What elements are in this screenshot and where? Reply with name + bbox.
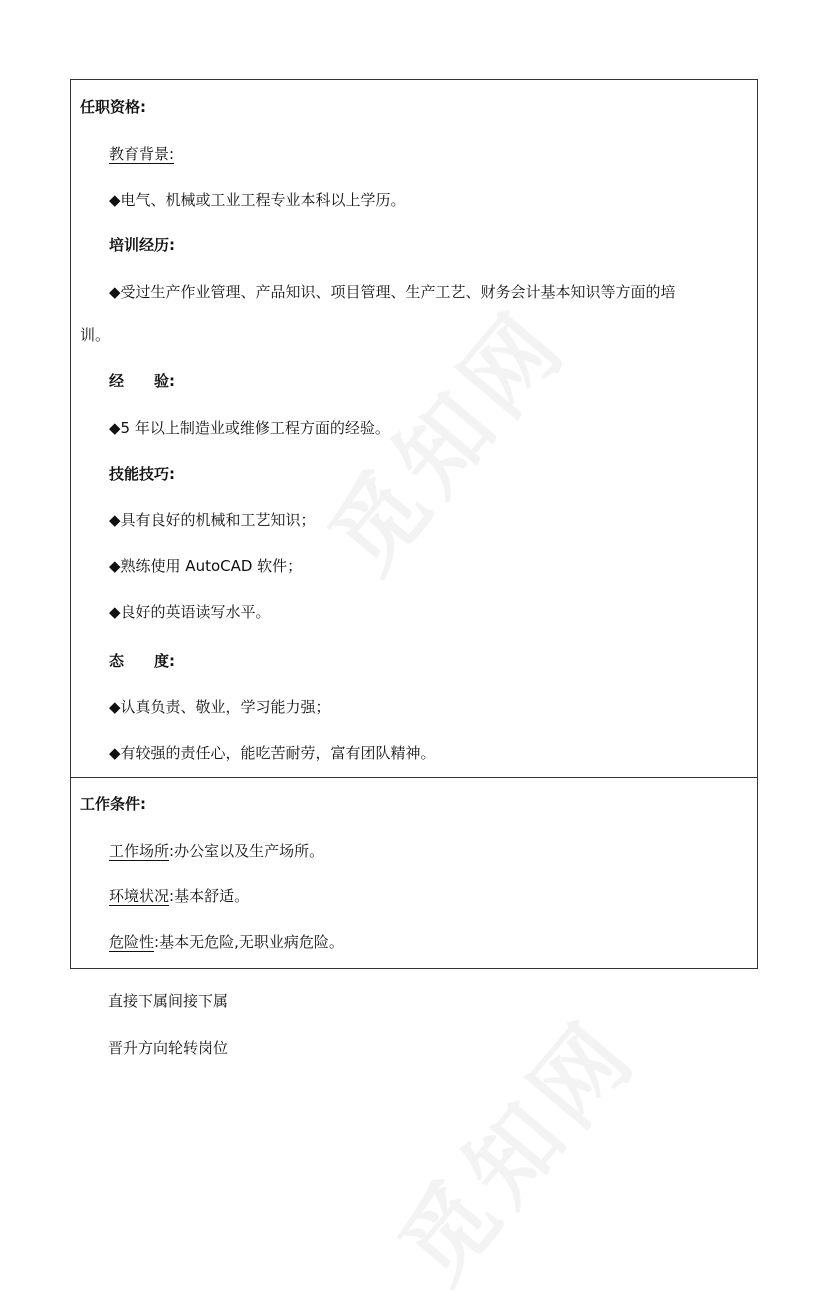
promotion-line: 晋升方向轮转岗位 xyxy=(108,1039,229,1057)
risk-row xyxy=(109,932,344,952)
experience-label: 经 验: xyxy=(109,372,175,390)
experience-item: ◆5 年以上制造业或维修工程方面的经验。 xyxy=(109,419,390,437)
skills-label: 技能技巧: xyxy=(109,465,175,483)
risk-value: :基本无危险,无职业病危险。 xyxy=(154,933,344,951)
conditions-heading: 工作条件: xyxy=(80,795,146,813)
qualifications-heading: 任职资格: xyxy=(80,98,146,116)
environment-value: :基本舒适。 xyxy=(169,887,250,905)
education-label: 教育背景: xyxy=(109,145,175,163)
skills-item: ◆具有良好的机械和工艺知识； xyxy=(109,511,316,529)
education-item: ◆电气、机械或工业工程专业本科以上学历。 xyxy=(109,191,406,209)
qualifications-section xyxy=(70,79,758,778)
watermark-text-lower xyxy=(364,986,662,1305)
attitude-item: ◆有较强的责任心，能吃苦耐劳，富有团队精神。 xyxy=(109,744,436,762)
environment-row xyxy=(109,886,249,906)
training-item-line2: 训。 xyxy=(80,326,111,344)
attitude-item: ◆认真负责、敬业，学习能力强； xyxy=(109,698,331,716)
work-place-label: 工作场所 xyxy=(109,842,170,860)
risk-label: 危险性 xyxy=(109,933,155,951)
work-place-value: :办公室以及生产场所。 xyxy=(169,842,325,860)
skills-item: ◆良好的英语读写水平。 xyxy=(109,603,271,621)
skills-item: ◆熟练使用 AutoCAD 软件； xyxy=(109,557,303,575)
attitude-label: 态 度: xyxy=(109,652,175,670)
work-place-row xyxy=(109,841,324,861)
environment-label: 环境状况 xyxy=(109,887,170,905)
subordinates-line: 直接下属间接下属 xyxy=(108,992,229,1010)
training-label: 培训经历: xyxy=(109,236,175,254)
training-item-line1: ◆受过生产作业管理、产品知识、项目管理、生产工艺、财务会计基本知识等方面的培 xyxy=(109,283,676,301)
conditions-section xyxy=(70,777,758,969)
